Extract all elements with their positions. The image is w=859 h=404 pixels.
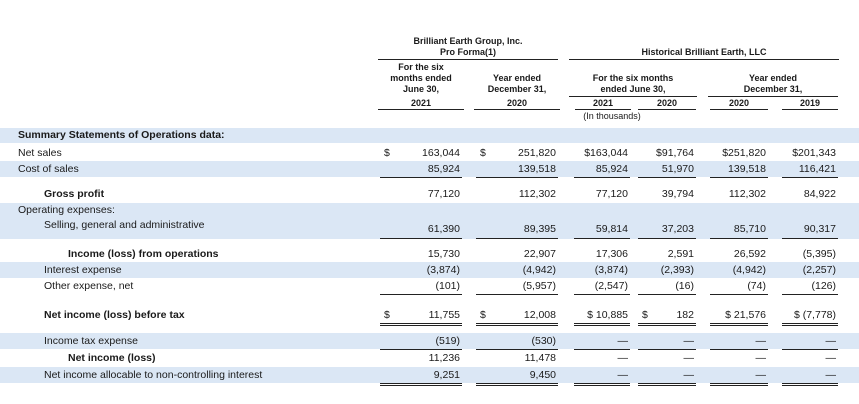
cell-value: (2,393) (660, 264, 694, 276)
year-col-4-underline (638, 109, 696, 110)
cell-value: 2,591 (667, 248, 694, 260)
subtotal-line (476, 294, 558, 295)
cell-value: 251,820 (518, 147, 556, 159)
subtotal-line (574, 177, 630, 178)
subtotal-line (782, 238, 838, 239)
subtotal-line (380, 238, 462, 239)
cell-value: — (825, 369, 836, 381)
cell-value: 163,044 (422, 147, 460, 159)
year-col-4: 2020 (656, 98, 678, 108)
cell-value: (3,874) (426, 264, 460, 276)
total-line (574, 383, 630, 384)
table-row (0, 186, 859, 202)
proforma-underline (378, 59, 558, 60)
cell-value: — (683, 352, 694, 364)
total-line (710, 325, 768, 326)
row-label: Income (loss) from operations (68, 248, 219, 260)
cell-value: (5,395) (802, 248, 836, 260)
cell-value: $251,820 (722, 147, 766, 159)
total-line (380, 323, 462, 324)
hist-year-l2: December 31, (743, 84, 803, 94)
cell-value: — (825, 352, 836, 364)
cell-value: $91,764 (656, 147, 694, 159)
cell-value: — (617, 352, 628, 364)
row-label: Net income (loss) before tax (44, 309, 185, 321)
hist-six-months-l1: For the six months (592, 73, 674, 83)
year-col-2-underline (474, 109, 560, 110)
cell-value: 116,421 (798, 163, 836, 175)
cell-value: (16) (675, 280, 694, 292)
cell-value: 89,395 (523, 223, 556, 235)
table-row (0, 145, 859, 161)
proforma-year-l1: Year ended (492, 73, 542, 83)
cell-value: (4,942) (522, 264, 556, 276)
row-label: Gross profit (44, 188, 105, 200)
cell-value: $201,343 (792, 147, 836, 159)
total-line (380, 383, 462, 384)
total-line (476, 323, 558, 324)
cell-value: 112,302 (728, 188, 766, 200)
year-col-5-underline (710, 109, 768, 110)
total-line (574, 325, 630, 326)
year-col-3-underline (575, 109, 631, 110)
row-label: Income tax expense (44, 335, 138, 347)
historical-underline (569, 59, 839, 60)
dollar-sign: $ (384, 147, 390, 159)
total-line (476, 325, 558, 326)
cell-value: 11,236 (428, 352, 460, 364)
cell-value: 85,710 (733, 223, 766, 235)
total-line (638, 323, 696, 324)
table-row (0, 350, 859, 366)
cell-value: — (755, 369, 766, 381)
dollar-sign: $ (384, 309, 390, 321)
table-row (0, 278, 859, 294)
subtotal-line (782, 177, 838, 178)
year-col-6: 2019 (799, 98, 821, 108)
proforma-label-header: Pro Forma(1) (439, 47, 496, 57)
subtotal-line (638, 294, 696, 295)
section-title: Summary Statements of Operations data: (18, 129, 225, 141)
hist-year-underline (708, 96, 838, 97)
year-col-1-underline (378, 109, 464, 110)
subtotal-line (476, 238, 558, 239)
historical-label-header: Historical Brilliant Earth, LLC (641, 47, 767, 57)
subtotal-line (710, 238, 768, 239)
cell-value: (74) (747, 280, 766, 292)
row-label: Net income allocable to non-controlling interest (44, 369, 263, 381)
cell-value: (2,547) (594, 280, 628, 292)
subtotal-line (380, 294, 462, 295)
cell-value: 11,755 (428, 309, 460, 321)
cell-value: (530) (531, 335, 556, 347)
units-note: (In thousands) (583, 111, 641, 121)
cell-value: 9,251 (433, 369, 460, 381)
section-title-row (0, 128, 859, 143)
cell-value: 61,390 (427, 223, 460, 235)
hist-six-months-l2: ended June 30, (600, 84, 666, 94)
cell-value: 85,924 (427, 163, 460, 175)
hist-six-months-underline (569, 96, 697, 97)
total-line (638, 383, 696, 384)
cell-value: $ 10,885 (587, 309, 628, 321)
cell-value: 39,794 (661, 188, 694, 200)
row-label: Operating expenses: (18, 204, 115, 216)
total-line (710, 323, 768, 324)
subtotal-line (710, 177, 768, 178)
total-line (380, 385, 462, 386)
cell-value: (519) (435, 335, 460, 347)
cell-value: $163,044 (584, 147, 628, 159)
total-line (380, 325, 462, 326)
cell-value: 9,450 (529, 369, 556, 381)
table-row (0, 262, 859, 278)
cell-value: 37,203 (661, 223, 694, 235)
subtotal-line (782, 294, 838, 295)
cell-value: — (683, 335, 694, 347)
subtotal-line (380, 177, 462, 178)
year-col-6-underline (782, 109, 838, 110)
row-label: Net income (loss) (68, 352, 156, 364)
table-row (0, 333, 859, 349)
total-line (638, 385, 696, 386)
table-row (0, 367, 859, 383)
table-row (0, 307, 859, 323)
total-line (782, 325, 838, 326)
row-label: Other expense, net (44, 280, 134, 292)
subtotal-line (476, 177, 558, 178)
cell-value: 85,924 (595, 163, 628, 175)
cell-value: — (683, 369, 694, 381)
total-line (782, 323, 838, 324)
dollar-sign: $ (480, 309, 486, 321)
total-line (476, 385, 558, 386)
cell-value: 26,592 (733, 248, 766, 260)
cell-value: 59,814 (595, 223, 628, 235)
hist-year-l1: Year ended (748, 73, 798, 83)
subtotal-line (574, 238, 630, 239)
cell-value: (4,942) (732, 264, 766, 276)
subtotal-line (638, 177, 696, 178)
cell-value: 17,306 (595, 248, 628, 260)
total-line (574, 385, 630, 386)
row-label: Cost of sales (18, 163, 79, 175)
year-col-5: 2020 (728, 98, 750, 108)
cell-value: 182 (676, 309, 694, 321)
total-line (476, 383, 558, 384)
cell-value: 139,518 (518, 163, 556, 175)
cell-value: (3,874) (594, 264, 628, 276)
table-row (0, 217, 859, 239)
cell-value: — (755, 335, 766, 347)
cell-value: 12,008 (523, 309, 556, 321)
total-line (782, 383, 838, 384)
row-label: Interest expense (44, 264, 122, 276)
total-line (782, 385, 838, 386)
cell-value: — (755, 352, 766, 364)
row-label: Selling, general and administrative (44, 219, 205, 231)
table-row (0, 161, 859, 177)
proforma-year-l2: December 31, (487, 84, 547, 94)
cell-value: (5,957) (522, 280, 556, 292)
cell-value: — (617, 369, 628, 381)
cell-value: 11,478 (524, 352, 556, 364)
dollar-sign: $ (480, 147, 486, 159)
subtotal-line (710, 294, 768, 295)
cell-value: 90,317 (803, 223, 836, 235)
year-col-3: 2021 (592, 98, 614, 108)
cell-value: 139,518 (728, 163, 766, 175)
table-row (0, 203, 859, 217)
cell-value: 84,922 (803, 188, 836, 200)
proforma-six-months-l2: months ended (390, 73, 452, 83)
dollar-sign: $ (642, 309, 648, 321)
cell-value: — (617, 335, 628, 347)
year-col-1: 2021 (410, 98, 432, 108)
cell-value: 77,120 (595, 188, 628, 200)
cell-value: — (825, 335, 836, 347)
year-col-2: 2020 (506, 98, 528, 108)
table-row (0, 246, 859, 262)
subtotal-line (574, 294, 630, 295)
cell-value: 112,302 (518, 188, 556, 200)
proforma-six-months-l1: For the six (398, 62, 444, 72)
proforma-company-header: Brilliant Earth Group, Inc. (413, 36, 523, 46)
cell-value: 15,730 (427, 248, 460, 260)
cell-value: 51,970 (661, 163, 694, 175)
proforma-six-months-l3: June 30, (402, 84, 440, 94)
cell-value: (126) (811, 280, 836, 292)
total-line (710, 385, 768, 386)
cell-value: 77,120 (427, 188, 460, 200)
cell-value: 22,907 (523, 248, 556, 260)
row-label: Net sales (18, 147, 62, 159)
total-line (638, 325, 696, 326)
subtotal-line (638, 238, 696, 239)
cell-value: (2,257) (802, 264, 836, 276)
total-line (574, 323, 630, 324)
cell-value: $ 21,576 (725, 309, 766, 321)
cell-value: (101) (435, 280, 460, 292)
cell-value: $ (7,778) (793, 309, 836, 321)
total-line (710, 383, 768, 384)
